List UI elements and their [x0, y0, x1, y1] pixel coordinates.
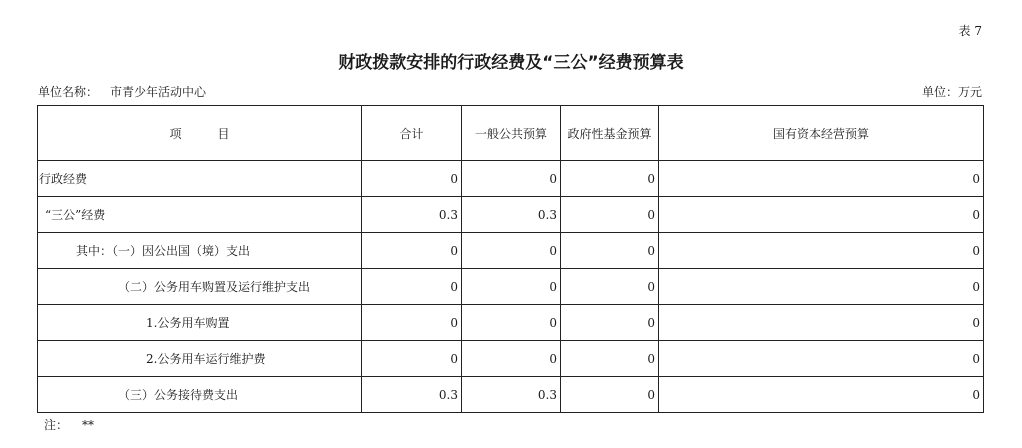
cell-general: 0 — [462, 269, 561, 305]
cell-total: 0.3 — [362, 377, 462, 413]
cell-fund: 0 — [561, 161, 659, 197]
footnote-text: ** — [82, 418, 95, 432]
row-label: 行政经费 — [38, 161, 362, 197]
table-row — [38, 269, 984, 305]
money-unit: 单位：万元 — [921, 85, 982, 99]
cell-state: 0 — [659, 269, 984, 305]
cell-general: 0 — [462, 161, 561, 197]
cell-total: 0 — [362, 161, 462, 197]
cell-fund: 0 — [561, 305, 659, 341]
cell-fund: 0 — [561, 377, 659, 413]
cell-fund: 0 — [561, 341, 659, 377]
cell-general: 0.3 — [462, 377, 561, 413]
cell-fund: 0 — [561, 269, 659, 305]
table-header-row — [38, 106, 984, 161]
cell-general: 0 — [462, 341, 561, 377]
header-fund-budget: 政府性基金预算 — [561, 106, 659, 161]
footnote-label: 注： — [44, 418, 69, 432]
row-label: 2.公务用车运行维护费 — [38, 341, 362, 377]
cell-state: 0 — [659, 197, 984, 233]
table-row — [38, 341, 984, 377]
cell-general: 0.3 — [462, 197, 561, 233]
table-row — [38, 161, 984, 197]
header-total: 合计 — [362, 106, 462, 161]
cell-state: 0 — [659, 161, 984, 197]
cell-total: 0 — [362, 341, 462, 377]
row-label: 1.公务用车购置 — [38, 305, 362, 341]
table-number: 表 7 — [958, 24, 982, 38]
cell-state: 0 — [659, 233, 984, 269]
cell-state: 0 — [659, 305, 984, 341]
cell-fund: 0 — [561, 233, 659, 269]
budget-table — [37, 105, 984, 413]
row-label: （三）公务接待费支出 — [38, 377, 362, 413]
unit-name-line — [38, 83, 206, 100]
cell-general: 0 — [462, 233, 561, 269]
cell-general: 0 — [462, 305, 561, 341]
footnote — [44, 416, 94, 433]
cell-fund: 0 — [561, 197, 659, 233]
row-label: （二）公务用车购置及运行维护支出 — [38, 269, 362, 305]
header-state-capital-budget: 国有资本经营预算 — [659, 106, 984, 161]
header-item: 项 目 — [38, 106, 362, 161]
cell-total: 0.3 — [362, 197, 462, 233]
unit-name-value: 市青少年活动中心 — [110, 85, 207, 99]
page-title: 财政拨款安排的行政经费及“三公”经费预算表 — [338, 53, 684, 73]
table-row — [38, 233, 984, 269]
cell-state: 0 — [659, 377, 984, 413]
unit-name-label: 单位名称： — [38, 85, 99, 99]
cell-total: 0 — [362, 233, 462, 269]
table-row — [38, 197, 984, 233]
cell-total: 0 — [362, 305, 462, 341]
table-row — [38, 377, 984, 413]
header-general-budget: 一般公共预算 — [462, 106, 561, 161]
row-label: 其中：（一）因公出国（境）支出 — [38, 233, 362, 269]
row-label: “三公”经费 — [38, 197, 362, 233]
cell-state: 0 — [659, 341, 984, 377]
table-row — [38, 305, 984, 341]
cell-total: 0 — [362, 269, 462, 305]
